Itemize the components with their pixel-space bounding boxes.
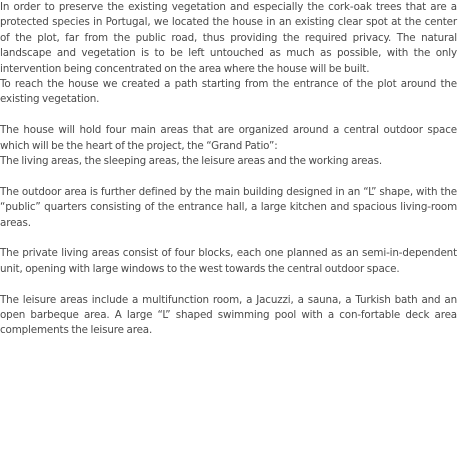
paragraph-text: The outdoor area is further defined by the main building designed in an “L” shape, with the “public” quarters consisting of the entrance hall, a large kitchen and spacious living-room areas. [0, 185, 457, 229]
paragraph-text: In order to preserve the existing vegetation and especially the cork-oak trees that are a protected species in Portugal, we located the house in an existing clear spot at the center of the plot, far from the public road, thus providing the required privacy. The natural landscape and vegetation is to be left untouched as much as possible, with the only intervention being concentrated on the area where the house will be built. [0, 1, 457, 75]
paragraph-text: The leisure areas include a multifunction room, a Jacuzzi, a sauna, a Turkish bath and an open barbeque area. A large “L” shaped swimming pool with a con-fortable deck area complements the leisure area. [0, 293, 457, 337]
paragraph-text: To reach the house we created a path starting from the entrance of the plot around the existing vegetation. [0, 78, 457, 106]
paragraph-leisure-areas [0, 293, 457, 339]
paragraph-text: The house will hold four main areas that are organized around a central outdoor space which will be the heart of the project, the “Grand Patio”: [0, 124, 457, 152]
paragraph-main-areas [0, 123, 457, 169]
paragraph-private-areas [0, 246, 457, 277]
paragraph-outdoor-area [0, 185, 457, 231]
paragraph-text: The private living areas consist of four blocks, each one planned as an semi-in-dependent unit, opening with large windows to the west towards the central outdoor space. [0, 247, 457, 275]
paragraph-text: The living areas, the sleeping areas, the leisure areas and the working areas. [0, 155, 382, 168]
paragraph-site-location [0, 0, 457, 108]
